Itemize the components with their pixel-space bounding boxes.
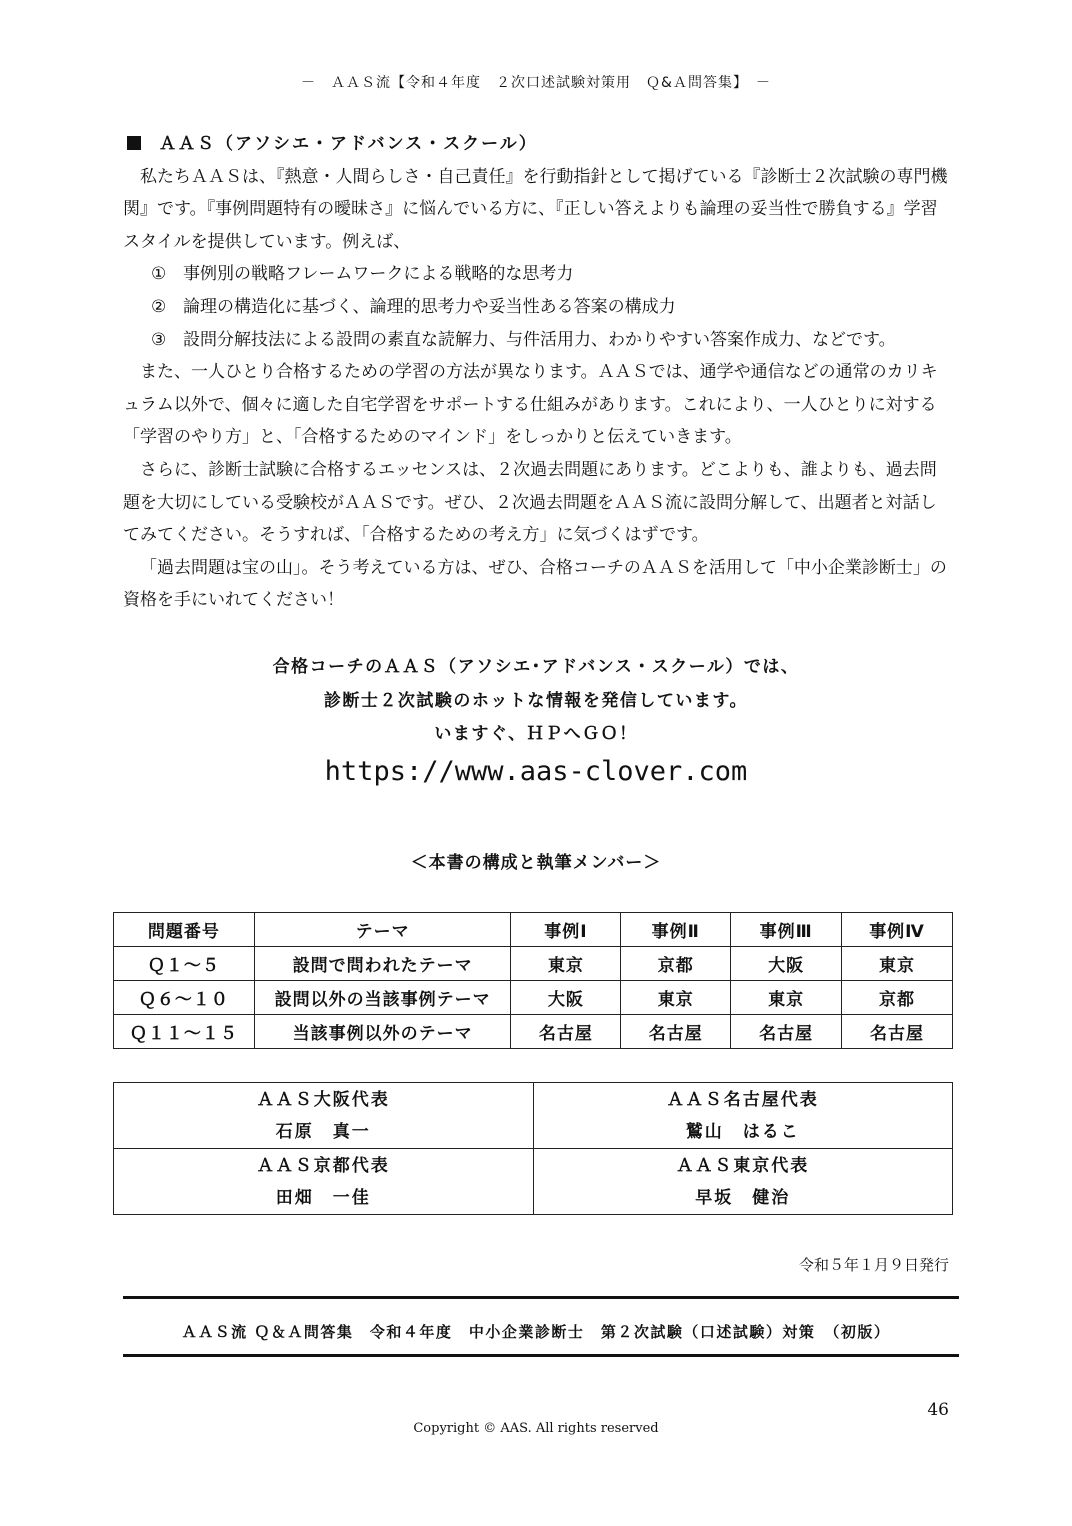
table-cell: Ｑ６～１０: [114, 981, 255, 1015]
list-item: [123, 291, 953, 324]
table-cell: 設問で問われたテーマ: [254, 947, 511, 981]
list-number: ③: [151, 329, 167, 350]
table-cell: 設問以外の当該事例テーマ: [254, 981, 511, 1015]
table-cell: 東京: [731, 981, 842, 1015]
member-cell: [114, 1149, 534, 1215]
structure-title: ＜本書の構成と執筆メンバー＞: [410, 853, 662, 873]
list-number: ②: [151, 296, 167, 317]
section-title: ＡＡＳ（アソシエ・アドバンス・スクール）: [159, 134, 538, 154]
table-cell: 大阪: [731, 947, 842, 981]
table-cell: Ｑ１～５: [114, 947, 255, 981]
divider: [123, 1354, 959, 1357]
member-name: 早坂 健治: [695, 1187, 791, 1208]
member-cell: [533, 1149, 953, 1215]
table-cell: 大阪: [511, 981, 621, 1015]
colophon-title: ＡＡＳ流 Ｑ＆Ａ問答集 令和４年度 中小企業診断士 第２次試験（口述試験）対策 （初版）: [181, 1323, 891, 1341]
member-name: 鷲山 はるこ: [685, 1121, 800, 1142]
promo-line-3: いますぐ、ＨＰへＧＯ！: [434, 724, 638, 744]
issue-date: 令和５年１月９日発行: [798, 1256, 949, 1274]
table-cell: 名古屋: [621, 1015, 731, 1049]
table-row: [114, 947, 953, 981]
member-role: ＡＡＳ東京代表: [676, 1155, 810, 1176]
member-role: ＡＡＳ名古屋代表: [666, 1089, 819, 1110]
list-number: ①: [151, 264, 167, 285]
list-item-text: 事例別の戦略フレームワークによる戦略的な思考力: [183, 264, 574, 285]
table-row: [114, 1083, 953, 1149]
main-text: [123, 128, 953, 617]
table-cell: 東京: [621, 981, 731, 1015]
square-bullet-icon: [127, 136, 141, 150]
table-cell: 名古屋: [842, 1015, 953, 1049]
table-cell: 京都: [621, 947, 731, 981]
structure-table: [113, 912, 953, 1049]
table-header-row: [114, 913, 953, 947]
member-name: 田畑 一佳: [275, 1187, 371, 1208]
table-cell: 東京: [511, 947, 621, 981]
table-cell: 当該事例以外のテーマ: [254, 1015, 511, 1049]
website-link[interactable]: https://www.aas-clover.com: [324, 756, 748, 787]
list-item: [123, 258, 953, 291]
table-row: [114, 981, 953, 1015]
paragraph-intro: 私たちＡＡＳは、『熱意・人間らしさ・自己責任』を行動指針として掲げている『診断士２次試験の専門機関』です。『事例問題特有の曖昧さ』に悩んでいる方に、『正しい答えよりも論理の妥当性で勝負する』学習スタイルを提供しています。例えば、: [123, 166, 948, 252]
column-header: 事例Ⅳ: [842, 913, 953, 947]
page-number: 46: [927, 1400, 949, 1420]
paragraph-past-exams: さらに、診断士試験に合格するエッセンスは、２次過去問題にあります。どこよりも、誰よりも、過去問題を大切にしている受験校がＡＡＳです。ぜひ、２次過去問題をＡＡＳ流に設問分解して、出題者と対話してみてください。そうすれば、「合格するための考え方」に気づくはずです。: [123, 459, 937, 546]
list-item: [123, 324, 953, 357]
list-item-text: 論理の構造化に基づく、論理的思考力や妥当性ある答案の構成力: [183, 296, 676, 317]
table-cell: Ｑ１１～１５: [114, 1015, 255, 1049]
table-row: [114, 1015, 953, 1049]
member-cell: [114, 1083, 534, 1149]
member-name: 石原 真一: [275, 1121, 371, 1142]
paragraph-learning: また、一人ひとり合格するための学習の方法が異なります。ＡＡＳでは、通学や通信などの通常のカリキュラム以外で、個々に適した自宅学習をサポートする仕組みがあります。これにより、一人ひとりに対する「学習のやり方」と、「合格するためのマインド」をしっかりと伝えていきます。: [123, 362, 938, 448]
paragraph-closing: 「過去問題は宝の山」。そう考えている方は、ぜひ、合格コーチのＡＡＳを活用して「中小企業診断士」の資格を手にいれてください！: [123, 557, 947, 611]
copyright-notice: Copyright © AAS. All rights reserved: [413, 1421, 659, 1436]
table-cell: 名古屋: [731, 1015, 842, 1049]
table-cell: 東京: [842, 947, 953, 981]
divider: [123, 1296, 959, 1299]
running-header: － ＡＡＳ流【令和４年度 ２次口述試験対策用 Ｑ&Ａ問答集】 －: [301, 75, 771, 91]
column-header: テーマ: [254, 913, 511, 947]
table-cell: 京都: [842, 981, 953, 1015]
column-header: 事例Ⅲ: [731, 913, 842, 947]
promo-line-2: 診断士２次試験のホットな情報を発信しています。: [323, 691, 749, 711]
list-item-text: 設問分解技法による設問の素直な読解力、与件活用力、わかりやすい答案作成力、などです。: [183, 329, 896, 350]
members-table: [113, 1082, 953, 1215]
column-header: 問題番号: [114, 913, 255, 947]
member-role: ＡＡＳ大阪代表: [256, 1089, 390, 1110]
promo-line-1: 合格コーチのＡＡＳ（アソシエ･アドバンス・スクール）では、: [272, 657, 800, 677]
table-row: [114, 1149, 953, 1215]
section-heading: [123, 128, 953, 161]
column-header: 事例Ⅱ: [621, 913, 731, 947]
table-cell: 名古屋: [511, 1015, 621, 1049]
column-header: 事例Ⅰ: [511, 913, 621, 947]
member-cell: [533, 1083, 953, 1149]
member-role: ＡＡＳ京都代表: [256, 1155, 390, 1176]
